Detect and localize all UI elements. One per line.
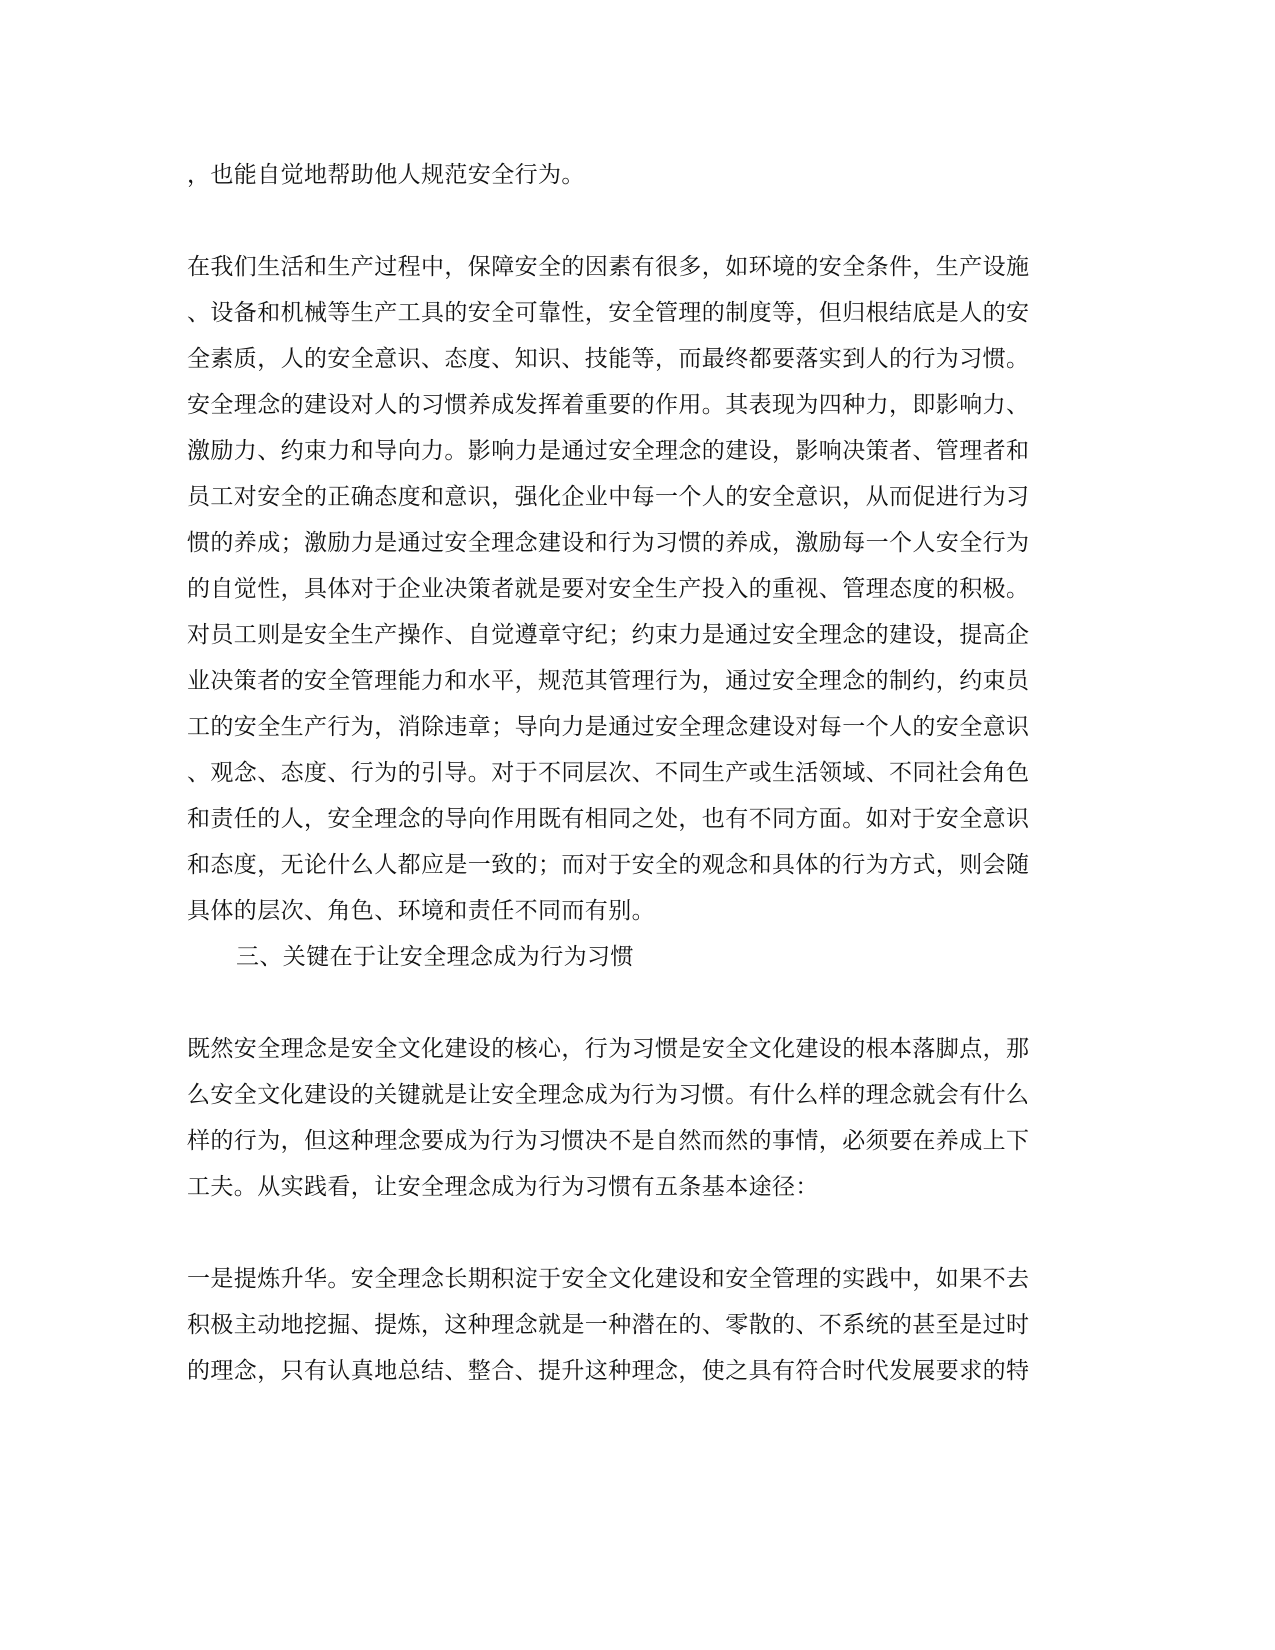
paragraph-2-line-4: 安全理念的建设对人的习惯养成发挥着重要的作用。其表现为四种力，即影响力、 (187, 392, 1030, 418)
paragraph-2-line-9: 对员工则是安全生产操作、自觉遵章守纪；约束力是通过安全理念的建设，提高企 (187, 622, 1030, 648)
paragraph-4-line-3: 的理念，只有认真地总结、整合、提升这种理念，使之具有符合时代发展要求的特 (187, 1358, 1030, 1384)
paragraph-3-line-2: 么安全文化建设的关键就是让安全理念成为行为习惯。有什么样的理念就会有什么 (187, 1082, 1030, 1108)
paragraph-3-line-3: 样的行为，但这种理念要成为行为习惯决不是自然而然的事情，必须要在养成上下 (187, 1128, 1030, 1154)
paragraph-2-line-10: 业决策者的安全管理能力和水平，规范其管理行为，通过安全理念的制约，约束员 (187, 668, 1030, 694)
paragraph-2-line-2: 、设备和机械等生产工具的安全可靠性，安全管理的制度等，但归根结底是人的安 (187, 300, 1030, 326)
paragraph-4-line-2: 积极主动地挖掘、提炼，这种理念就是一种潜在的、零散的、不系统的甚至是过时 (187, 1312, 1030, 1338)
paragraph-2-line-15: 具体的层次、角色、环境和责任不同而有别。 (187, 898, 655, 924)
paragraph-2-line-6: 员工对安全的正确态度和意识，强化企业中每一个人的安全意识，从而促进行为习 (187, 484, 1030, 510)
section-heading: 三、关键在于让安全理念成为行为习惯 (236, 944, 634, 970)
paragraph-2-line-3: 全素质，人的安全意识、态度、知识、技能等，而最终都要落实到人的行为习惯。 (187, 346, 1030, 372)
paragraph-2-line-11: 工的安全生产行为，消除违章；导向力是通过安全理念建设对每一个人的安全意识 (187, 714, 1030, 740)
paragraph-2-line-1: 在我们生活和生产过程中，保障安全的因素有很多，如环境的安全条件，生产设施 (187, 254, 1030, 280)
paragraph-2-line-7: 惯的养成；激励力是通过安全理念建设和行为习惯的养成，激励每一个人安全行为 (187, 530, 1030, 556)
paragraph-1-line-1: ，也能自觉地帮助他人规范安全行为。 (187, 162, 585, 188)
paragraph-2-line-13: 和责任的人，安全理念的导向作用既有相同之处，也有不同方面。如对于安全意识 (187, 806, 1030, 832)
paragraph-2-line-5: 激励力、约束力和导向力。影响力是通过安全理念的建设，影响决策者、管理者和 (187, 438, 1030, 464)
paragraph-2-line-14: 和态度，无论什么人都应是一致的；而对于安全的观念和具体的行为方式，则会随 (187, 852, 1030, 878)
paragraph-2-line-12: 、观念、态度、行为的引导。对于不同层次、不同生产或生活领域、不同社会角色 (187, 760, 1030, 786)
paragraph-2-line-8: 的自觉性，具体对于企业决策者就是要对安全生产投入的重视、管理态度的积极。 (187, 576, 1030, 602)
paragraph-3-line-4: 工夫。从实践看，让安全理念成为行为习惯有五条基本途径： (187, 1174, 819, 1200)
paragraph-3-line-1: 既然安全理念是安全文化建设的核心，行为习惯是安全文化建设的根本落脚点，那 (187, 1036, 1030, 1062)
paragraph-4-line-1: 一是提炼升华。安全理念长期积淀于安全文化建设和安全管理的实践中，如果不去 (187, 1266, 1030, 1292)
